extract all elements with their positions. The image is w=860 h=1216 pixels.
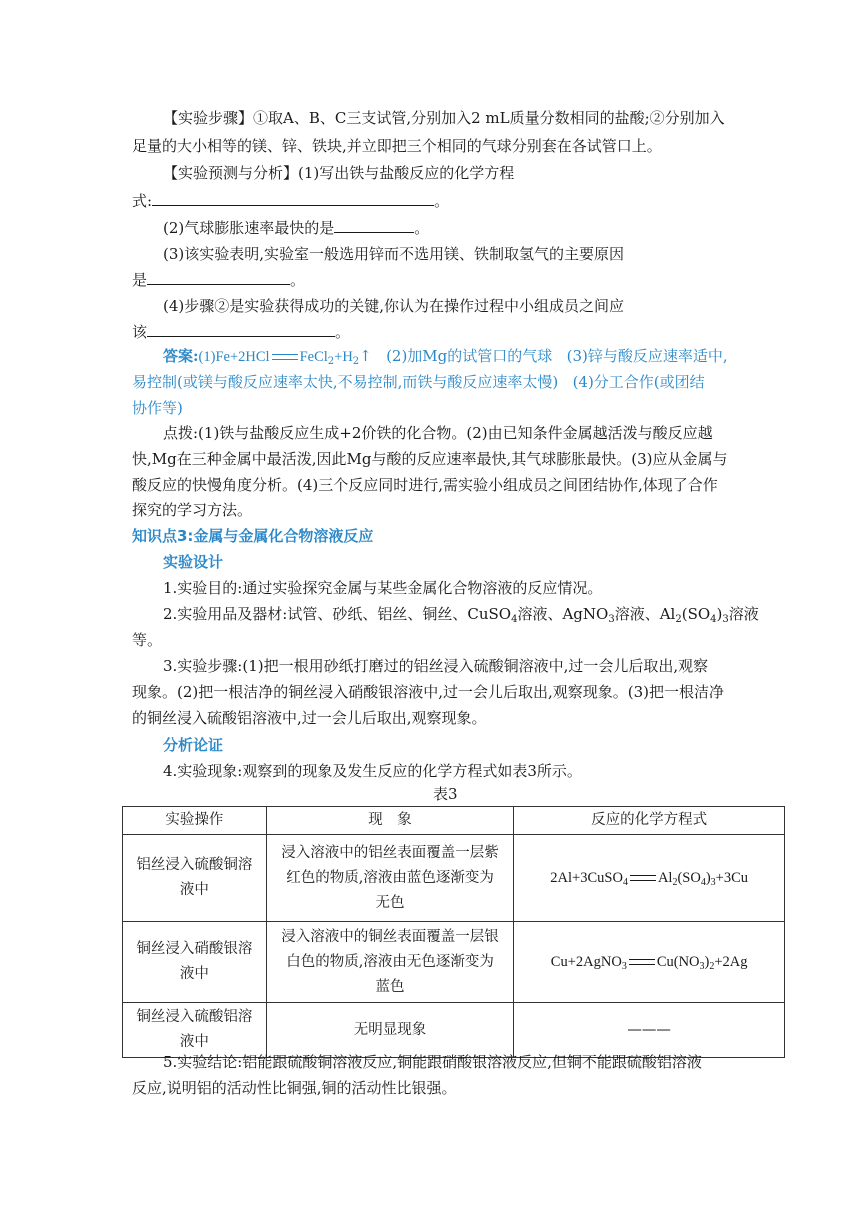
op-line: 液中 [179, 1034, 209, 1050]
equals-sign-icon [272, 354, 298, 360]
p2-sub-b: 3 [608, 614, 615, 625]
prediction-q1 [132, 189, 449, 213]
q2-answer-blank[interactable] [334, 216, 414, 233]
p2-part-d: (SO [681, 605, 711, 623]
cell-equation: Cu+2AgNO$_3$ $Cu(NO_3)_2+2Ag$ [514, 922, 785, 1003]
p2-part-c: 溶液、Al [614, 605, 676, 623]
answer-part-4: (4)分工合作(或团结 [572, 373, 705, 391]
table-row [123, 922, 785, 1003]
cell-equation: 2Al+3CuSO$_4$ $Al_2(SO_4)_3+3Cu$ [514, 835, 785, 922]
p2-sub-e: 3 [722, 614, 729, 625]
section-title: 知识点3:金属与金属化合物溶液反应 [132, 527, 374, 545]
subsection-analysis: 分析论证 [163, 736, 224, 754]
cell-phenomenon [266, 922, 514, 1003]
q2-period: 。 [414, 219, 430, 237]
design-p2-line1 [163, 602, 759, 626]
op-line: 液中 [179, 966, 209, 982]
ph-line: 蓝色 [375, 978, 405, 995]
design-p3-line3: 的铜丝浸入硫酸铝溶液中,过一会儿后取出,观察现象。 [132, 709, 487, 727]
answer-sub-2: 2 [352, 356, 360, 367]
prediction-q3-line2 [132, 268, 305, 292]
answer-sub-1: 2 [327, 356, 335, 367]
subsection-design: 实验设计 [163, 553, 224, 571]
design-p3-line1: 3.实验步骤:(1)把一根用砂纸打磨过的铝丝浸入硫酸铜溶液中,过一会儿后取出,观察 [163, 657, 709, 675]
answer-line-2-text: 易控制(或镁与酸反应速率太快,不易控制,而铁与酸反应速率太慢) [132, 373, 559, 391]
prediction-q2 [163, 216, 429, 240]
header-equation: 反应的化学方程式 [514, 807, 785, 835]
tip-line-1: 点拨:(1)铁与盐酸反应生成+2价铁的化合物。(2)由已知条件金属越活泼与酸反应越 [163, 424, 713, 442]
p2-part-b: 溶液、AgNO [517, 605, 609, 623]
equals-sign-icon [630, 875, 656, 881]
header-operation: 实验操作 [123, 807, 267, 835]
answer-part-2: (2)加Mg的试管口的气球 [386, 347, 553, 365]
cell-equation: ——— [514, 1003, 785, 1058]
p2-part-e: ) [716, 605, 723, 623]
answer-label: 答案: [163, 347, 199, 365]
op-line: 铜丝浸入硫酸铝溶 [136, 1009, 253, 1025]
table-header-row [123, 807, 785, 835]
conclusion-line-2: 反应,说明铝的活动性比铜强,铜的活动性比银强。 [132, 1079, 457, 1097]
steps-line-1: 【实验步骤】①取A、B、C三支试管,分别加入2 mL质量分数相同的盐酸;②分别加入 [163, 109, 725, 127]
q4-answer-blank[interactable] [147, 320, 335, 337]
analysis-p4: 4.实验现象:观察到的现象及发生反应的化学方程式如表3所示。 [163, 762, 582, 780]
cell-operation [123, 922, 267, 1003]
p2-part-f: 溶液 [728, 605, 759, 623]
p2-sub-c: 2 [675, 614, 682, 625]
tip-line-2: 快,Mg在三种金属中最活泼,因此Mg与酸的反应速率最快,其气球膨胀最快。(3)应从金属与 [132, 450, 728, 468]
cell-phenomenon [266, 835, 514, 922]
op-line: 液中 [179, 882, 209, 898]
tip-line-3: 酸反应的快慢角度分析。(4)三个反应同时进行,需实验小组成员之间团结协作,体现了合作 [132, 476, 718, 494]
conclusion-line-1: 5.实验结论:铝能跟硫酸铜溶液反应,铜能跟硝酸银溶液反应,但铜不能跟硫酸铝溶液 [163, 1053, 702, 1071]
steps-line-2: 足量的大小相等的镁、锌、铁块,并立即把三个相同的气球分别套在各试管口上。 [132, 137, 662, 155]
q4-period: 。 [335, 323, 351, 341]
answer-line-3: 协作等) [132, 399, 183, 417]
answer-eq-plus: +H [334, 349, 353, 365]
design-p1: 1.实验目的:通过实验探究金属与某些金属化合物溶液的反应情况。 [163, 579, 603, 597]
ph-line: 浸入溶液中的铝丝表面覆盖一层紫 [281, 844, 499, 861]
q3-prefix: 是 [132, 271, 148, 289]
answer-eq-right: FeCl [299, 349, 328, 365]
prediction-q3-line1: (3)该实验表明,实验室一般选用锌而不选用镁、铁制取氢气的主要原因 [163, 245, 625, 263]
q2-text: (2)气球膨胀速率最快的是 [163, 219, 335, 237]
results-table [122, 806, 785, 1058]
answer-line-1 [163, 344, 728, 369]
q3-period: 。 [290, 271, 306, 289]
cell-phenomenon: 无明显现象 [266, 1003, 514, 1058]
p2-part-a: 2.实验用品及器材:试管、砂纸、铝丝、铜丝、CuSO [163, 605, 512, 623]
table-caption: 表3 [433, 785, 458, 803]
equals-sign-icon [629, 959, 655, 965]
ph-line: 红色的物质,溶液由蓝色逐渐变为 [286, 869, 494, 886]
op-line: 铜丝浸入硝酸银溶 [136, 941, 253, 957]
op-line: 铝丝浸入硫酸铜溶 [136, 857, 253, 873]
cell-operation [123, 835, 267, 922]
ph-line: 无色 [375, 894, 405, 911]
prediction-q4-line1: (4)步骤②是实验获得成功的关键,你认为在操作过程中小组成员之间应 [163, 297, 625, 315]
p2-sub-d: 4 [710, 614, 717, 625]
q1-period: 。 [434, 192, 450, 210]
design-p3-line2: 现象。(2)把一根洁净的铜丝浸入硝酸银溶液中,过一会儿后取出,观察现象。(3)把一根洁净 [132, 683, 725, 701]
header-phenomenon: 现 象 [266, 807, 514, 835]
answer-eq-left: (1)Fe+2HCl [198, 349, 270, 365]
q1-answer-blank[interactable] [152, 189, 434, 206]
p2-sub-a: 4 [511, 614, 518, 625]
q3-answer-blank[interactable] [147, 268, 290, 285]
design-p2-line2: 等。 [132, 631, 163, 649]
answer-part-3: (3)锌与酸反应速率适中, [566, 347, 728, 365]
answer-line-2 [132, 370, 705, 394]
table-row [123, 835, 785, 922]
ph-line: 浸入溶液中的铜丝表面覆盖一层银 [281, 928, 499, 945]
tip-line-4: 探究的学习方法。 [132, 501, 253, 519]
gas-arrow-icon: ↑ [359, 347, 372, 365]
q1-prefix: 式: [132, 192, 153, 210]
prediction-q4-line2 [132, 320, 350, 344]
ph-line: 白色的物质,溶液由无色逐渐变为 [286, 953, 494, 970]
q4-prefix: 该 [132, 323, 148, 341]
prediction-heading: 【实验预测与分析】(1)写出铁与盐酸反应的化学方程 [163, 164, 515, 182]
